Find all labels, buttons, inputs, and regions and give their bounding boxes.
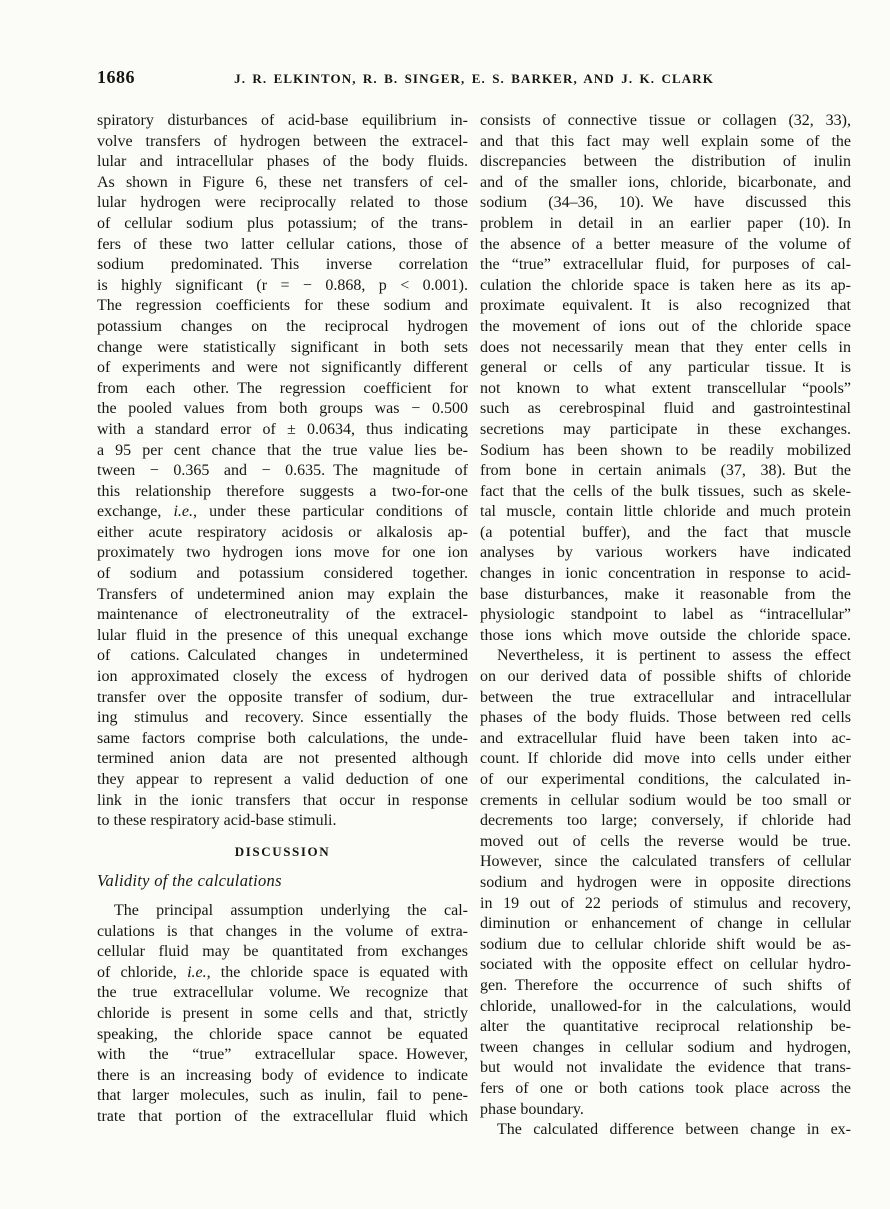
- text-line: sodium (34–36, 10). We have discussed this: [480, 194, 851, 212]
- text-line: changes in ionic concentration in response to acid-: [480, 565, 851, 583]
- text-line: chloride is present in some cells and that, strictly: [97, 1004, 468, 1022]
- text-line: with the “true” extracellular space. However,: [97, 1046, 468, 1064]
- running-title: J. R. ELKINTON, R. B. SINGER, E. S. BARKER, AND J. K. CLARK: [234, 71, 714, 86]
- text-line: lular hydrogen were reciprocally related to those: [97, 194, 468, 212]
- text-line: fers of these two latter cellular cations, those of: [97, 235, 468, 253]
- text-line: physiologic standpoint to label as “intracellular”: [480, 606, 851, 624]
- paragraph: [480, 1120, 851, 1141]
- text-line: between the true extracellular and intracellular: [480, 688, 851, 706]
- text-line: crements in cellular sodium would be too small or: [480, 791, 851, 809]
- text-line: such as cerebrospinal fluid and gastrointestinal: [480, 400, 851, 418]
- column-left: [97, 111, 468, 1128]
- text-line: culations is that changes in the volume of extra-: [97, 922, 468, 940]
- text-line: same factors comprise both calculations, the unde-: [97, 729, 468, 747]
- text-line: the “true” extracellular fluid, for purposes of cal-: [480, 256, 851, 274]
- text-line: they appear to represent a valid deduction of one: [97, 771, 468, 788]
- text-line: proximately two hydrogen ions move for one ion: [97, 544, 468, 562]
- text-line: tween − 0.365 and − 0.635. The magnitude of: [97, 462, 468, 480]
- text-line: Sodium has been shown to be readily mobilized: [480, 441, 851, 459]
- text-line: lular and intracellular phases of the body fluids.: [97, 153, 468, 171]
- text-line: trate that portion of the extracellular fluid which: [97, 1107, 468, 1125]
- text-line: fers of one or both cations took place across the: [480, 1079, 851, 1097]
- text-line: alter the quantitative reciprocal relationship be-: [480, 1018, 851, 1036]
- text-line: culation the chloride space is taken here as its ap-: [480, 276, 851, 294]
- text-line: the movement of ions out of the chloride space: [480, 317, 851, 335]
- column-right: [480, 111, 851, 1141]
- text-line: with a standard error of ± 0.0634, thus indicating: [97, 420, 468, 438]
- text-line: sodium due to cellular chloride shift would be as-: [480, 935, 851, 953]
- text-line: this relationship therefore suggests a two-for-one: [97, 482, 468, 500]
- text-line: The calculated difference between change in ex-: [497, 1121, 851, 1139]
- section-heading: DISCUSSION: [234, 843, 331, 859]
- text-line: of cellular sodium plus potassium; of the trans-: [97, 214, 468, 232]
- text-line: fact that the cells of the bulk tissues, such as skele-: [480, 482, 851, 500]
- text-line: Transfers of undetermined anion may explain the: [97, 585, 468, 603]
- paragraph: [97, 901, 468, 1128]
- text-line: but would not invalidate the evidence that trans-: [480, 1059, 851, 1077]
- text-line: phase boundary.: [480, 1100, 584, 1118]
- text-line: exchange, i.e., under these particular conditions of: [97, 503, 469, 521]
- text-line: The regression coefficients for these sodium and: [97, 297, 468, 315]
- text-line: and of the smaller ions, chloride, bicarbonate, and: [480, 173, 851, 191]
- text-line: lular fluid in the presence of this unequal exchange: [97, 626, 468, 644]
- text-line: a 95 per cent chance that the true value lies be-: [97, 441, 468, 459]
- text-line: spiratory disturbances of acid-base equilibrium in-: [97, 112, 468, 129]
- text-line: and that this fact may well explain some of the: [480, 132, 851, 150]
- text-line: either acute respiratory acidosis or alkalosis ap-: [97, 523, 468, 541]
- text-line: sodium and hydrogen were in opposite directions: [480, 873, 851, 891]
- text-line: consists of connective tissue or collagen (32, 33),: [480, 112, 851, 129]
- text-line: of chloride, i.e., the chloride space is equated with: [97, 963, 469, 981]
- text-line: (a potential buffer), and the fact that muscle: [480, 523, 851, 541]
- text-line: of our experimental conditions, the calculated in-: [480, 771, 851, 788]
- text-line: from bone in certain animals (37, 38). But the: [480, 462, 851, 480]
- text-line: speaking, the chloride space cannot be equated: [97, 1025, 468, 1043]
- text-line: from each other. The regression coefficient for: [97, 379, 468, 397]
- text-line: on our derived data of possible shifts of chloride: [480, 668, 851, 686]
- text-line: gen. Therefore the occurrence of such shifts of: [480, 976, 851, 994]
- text-line: change were statistically significant in both sets: [97, 338, 468, 356]
- text-line: those ions which move outside the chloride space.: [480, 626, 851, 644]
- text-line: moved out of cells the reverse would be true.: [480, 832, 851, 850]
- text-line: the true extracellular volume. We recognize that: [97, 984, 468, 1002]
- text-line: diminution or enhancement of change in cellular: [480, 915, 851, 933]
- text-line: to these respiratory acid-base stimuli.: [97, 812, 337, 830]
- text-line: ing stimulus and recovery. Since essentially the: [97, 709, 468, 727]
- text-line: maintenance of electroneutrality of the extracel-: [97, 606, 468, 624]
- text-line: The principal assumption underlying the cal-: [114, 901, 468, 919]
- text-line: proximate equivalent. It is also recognized that: [480, 297, 851, 315]
- text-line: transfer over the opposite transfer of sodium, dur-: [97, 688, 468, 706]
- text-line: and extracellular fluid have been taken into ac-: [480, 729, 851, 747]
- text-line: base disturbances, make it reasonable from the: [480, 585, 851, 603]
- text-line: does not necessarily mean that they enter cells in: [480, 338, 851, 356]
- text-line: decrements too large; conversely, if chloride had: [480, 812, 851, 830]
- text-line: that larger molecules, such as inulin, fail to pene-: [97, 1087, 468, 1105]
- text-line: potassium changes on the reciprocal hydrogen: [97, 317, 468, 335]
- text-line: problem in detail in an earlier paper (10). In: [480, 214, 851, 232]
- text-line: analyses by various workers have indicated: [480, 544, 851, 562]
- text-line: chloride, unallowed-for in the calculations, would: [480, 997, 851, 1015]
- text-line: ion approximated closely the excess of hydrogen: [97, 668, 468, 686]
- text-line: termined anion data are not presented although: [97, 750, 468, 768]
- text-line: discrepancies between the distribution of inulin: [480, 153, 851, 171]
- text-line: not known to what extent transcellular “pools”: [480, 379, 851, 397]
- paragraph: [97, 111, 468, 832]
- text-line: cellular fluid may be quantitated from exchanges: [97, 943, 468, 961]
- text-line: phases of the body fluids. Those between red cells: [480, 709, 851, 727]
- text-line: link in the ionic transfers that occur in response: [97, 791, 468, 809]
- text-line: of cations. Calculated changes in undetermined: [97, 647, 468, 665]
- text-line: Nevertheless, it is pertinent to assess the effect: [497, 647, 851, 665]
- paragraph: [480, 646, 851, 1120]
- text-line: the pooled values from both groups was − 0.500: [97, 400, 468, 418]
- text-line: count. If chloride did move into cells under either: [480, 750, 851, 768]
- text-line: in 19 out of 22 periods of stimulus and recovery,: [480, 894, 851, 912]
- text-line: tween changes in cellular sodium and hydrogen,: [480, 1038, 851, 1056]
- text-line: of experiments and were not significantly different: [97, 359, 468, 377]
- text-line: is highly significant (r = − 0.868, p < 0.001).: [97, 276, 468, 294]
- text-line: sociated with the opposite effect on cellular hydro-: [480, 956, 851, 974]
- paragraph: [480, 111, 851, 646]
- text-line: However, since the calculated transfers of cellular: [480, 853, 851, 871]
- text-line: tal muscle, contain little chloride and much protein: [480, 503, 851, 521]
- page-number: 1686: [97, 67, 135, 87]
- subsection-heading: Validity of the calculations: [97, 871, 282, 891]
- text-line: As shown in Figure 6, these net transfers of cel-: [97, 173, 468, 191]
- text-line: secretions may participate in these exchanges.: [480, 420, 851, 438]
- text-line: of sodium and potassium considered together.: [97, 565, 468, 583]
- text-line: sodium predominated. This inverse correlation: [97, 256, 468, 274]
- text-line: the absence of a better measure of the volume of: [480, 235, 851, 253]
- text-line: volve transfers of hydrogen between the extracel-: [97, 132, 468, 150]
- text-line: general or cells of any particular tissue. It is: [480, 359, 851, 377]
- text-line: there is an increasing body of evidence to indicate: [97, 1066, 468, 1084]
